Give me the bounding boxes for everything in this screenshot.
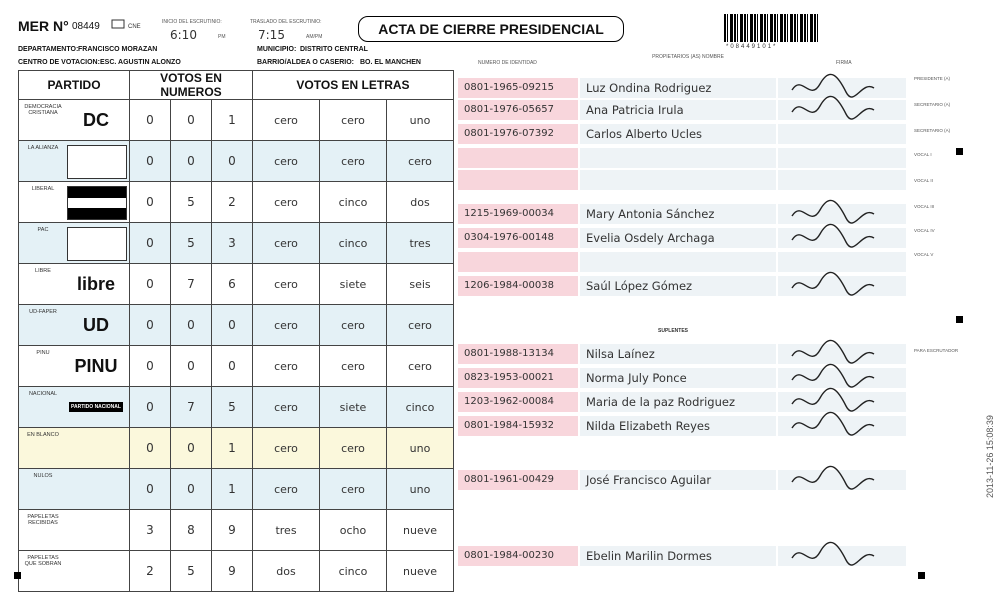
party-logo-icon [67,227,127,261]
vote-word: cinco [320,223,387,264]
vote-word: cero [320,428,387,469]
vote-digit: 0 [171,141,212,182]
suplentes-header: SUPLENTES [658,328,689,334]
vote-row [19,264,454,305]
party-name: PINU [36,350,50,356]
vote-word: cero [253,428,320,469]
vote-word: siete [320,264,387,305]
vote-word: seis [387,264,454,305]
signature-scribble [788,270,878,303]
vote-word: cero [253,223,320,264]
member-id: 0823-1953-00021 [464,372,554,383]
cne-logo-icon [110,18,152,32]
member-id: 0801-1976-07392 [464,128,554,139]
party-name: NACIONAL [28,391,58,397]
party-logo-icon [67,145,127,179]
party-name: EN BLANCO [27,432,59,438]
member-name: Norma July Ponce [586,371,687,385]
vote-word: cinco [320,551,387,592]
document-title: ACTA DE CIERRE PRESIDENCIAL [358,16,624,42]
reg-mark [14,572,21,579]
inicio-time: 6:10 [170,28,197,42]
party-logo-icon [67,473,125,505]
name-field [580,148,776,168]
barcode-number: *08449101* [726,44,778,50]
signature-scribble [788,464,878,497]
member-name: Ana Patricia Irula [586,103,684,117]
col-partido: PARTIDO [19,71,130,100]
vote-word: cero [387,346,454,387]
mer-number: 08449 [72,21,100,32]
reg-mark [918,572,925,579]
party-cell [19,551,130,592]
vote-digit: 0 [130,223,171,264]
vote-row [19,387,454,428]
vote-word: ocho [320,510,387,551]
vote-word: siete [320,387,387,428]
party-logo-icon [67,309,125,341]
vote-word: cero [253,182,320,223]
votes-table [18,70,454,592]
vote-word: uno [387,469,454,510]
party-logo-icon [67,268,125,300]
vote-word: cero [320,141,387,182]
party-cell [19,264,130,305]
member-id: 0304-1976-00148 [464,232,554,243]
party-logo-text: UD [83,314,109,335]
role-label: SECRETARIO (A) [914,128,951,133]
vote-word: uno [387,100,454,141]
vote-word: cero [253,305,320,346]
timestamp-stamp: 2013-11-26 15:08:39 [985,415,995,498]
party-logo-icon [67,391,125,423]
party-cell [19,428,130,469]
vote-digit: 0 [171,305,212,346]
vote-word: tres [253,510,320,551]
signature-field [778,148,906,168]
member-name: Evelia Osdely Archaga [586,231,715,245]
vote-digit: 9 [212,551,253,592]
member-name: Ebelin Marilin Dormes [586,549,712,563]
party-logo-icon [67,350,125,382]
vote-word: cero [253,141,320,182]
vote-word: cero [253,346,320,387]
party-cell [19,346,130,387]
member-id: 0801-1984-15932 [464,420,554,431]
role-label: VOCAL II [914,178,933,183]
vote-digit: 0 [171,428,212,469]
vote-digit: 5 [171,551,212,592]
vote-digit: 5 [171,223,212,264]
signature-scribble [788,94,878,127]
vote-digit: 0 [212,141,253,182]
party-cell [19,223,130,264]
vote-digit: 9 [212,510,253,551]
reg-mark [956,148,963,155]
role-label: VOCAL III [914,204,935,209]
traslado-label: TRASLADO DEL ESCRUTINIO: [250,19,322,25]
party-cell [19,469,130,510]
member-id: 0801-1984-00230 [464,550,554,561]
vote-digit: 7 [171,387,212,428]
vote-row [19,428,454,469]
vote-row [19,510,454,551]
inicio-label: INICIO DEL ESCRUTINIO: [162,19,222,25]
member-name: Saúl López Gómez [586,279,693,293]
party-logo-icon [67,104,125,136]
party-name: UD-FAPER [29,309,57,315]
party-name: LA ALIANZA [27,145,59,151]
svg-text:CNE: CNE [128,24,141,30]
centro-label: CENTRO DE VOTACION: [18,59,100,66]
id-field [458,148,578,168]
vote-digit: 0 [171,469,212,510]
vote-digit: 0 [130,469,171,510]
role-label: VOCAL I [914,152,932,157]
municipio-label: MUNICIPIO: [257,46,297,53]
vote-digit: 2 [212,182,253,223]
inicio-suffix: PM [218,34,226,40]
party-cell [19,305,130,346]
party-name: LIBERAL [31,186,55,192]
vote-digit: 0 [130,305,171,346]
vote-digit: 0 [212,305,253,346]
role-label: PRESIDENTE (A) [914,76,951,81]
vote-digit: 0 [130,182,171,223]
signature-field [778,124,906,144]
vote-digit: 1 [212,469,253,510]
party-cell [19,510,130,551]
member-id: 0801-1965-09215 [464,82,554,93]
party-name: PAPELETAS RECIBIDAS [27,514,59,526]
vote-digit: 1 [212,428,253,469]
vote-row [19,551,454,592]
col-letras: VOTOS EN LETRAS [253,71,454,100]
vote-digit: 0 [130,346,171,387]
party-cell [19,387,130,428]
party-name: PAC [37,227,49,233]
vote-row [19,346,454,387]
member-id: 1215-1969-00034 [464,208,554,219]
vote-word: cero [253,100,320,141]
party-logo-icon [67,186,127,220]
vote-digit: 0 [212,346,253,387]
party-logo-icon [67,514,125,546]
vote-word: cinco [320,182,387,223]
vote-digit: 6 [212,264,253,305]
traslado-suffix: AM/PM [306,34,323,40]
traslado-time: 7:15 [258,28,285,42]
vote-digit: 0 [130,428,171,469]
id-field [458,170,578,190]
departamento-label: DEPARTAMENTO: [18,46,79,53]
vote-word: tres [387,223,454,264]
vote-digit: 5 [212,387,253,428]
party-name: NULOS [33,473,53,479]
barcode [724,14,820,42]
vote-word: dos [387,182,454,223]
party-cell [19,182,130,223]
name-field [580,252,776,272]
sig-header: FIRMA [836,60,852,66]
vote-digit: 0 [130,264,171,305]
party-logo-text: PARTIDO NACIONAL [71,404,121,410]
vote-digit: 0 [130,100,171,141]
vote-digit: 0 [171,100,212,141]
vote-word: cero [320,100,387,141]
reg-mark [956,316,963,323]
role-label: VOCAL V [914,252,934,257]
party-cell [19,100,130,141]
signature-scribble [788,540,878,573]
vote-word: cero [253,387,320,428]
municipio-value: DISTRITO CENTRAL [300,46,368,53]
vote-digit: 0 [130,141,171,182]
vote-word: cinco [387,387,454,428]
vote-word: cero [320,469,387,510]
signature-scribble [788,222,878,255]
vote-row [19,469,454,510]
role-label: SECRETARIO (A) [914,102,951,107]
vote-digit: 0 [130,387,171,428]
member-name: Luz Ondina Rodriguez [586,81,712,95]
party-logo-icon [67,432,125,464]
vote-word: cero [387,141,454,182]
member-name: Nilsa Laínez [586,347,655,361]
member-name: Nilda Elizabeth Reyes [586,419,710,433]
member-name: José Francisco Aguilar [586,473,712,487]
vote-word: cero [387,305,454,346]
vote-digit: 5 [171,182,212,223]
member-id: 1206-1984-00038 [464,280,554,291]
vote-word: nueve [387,510,454,551]
signature-field [778,170,906,190]
vote-digit: 1 [212,100,253,141]
vote-digit: 2 [130,551,171,592]
barrio-value: BO. EL MANCHEN [360,59,421,66]
vote-row [19,141,454,182]
party-name: PAPELETAS QUE SOBRAN [24,555,62,567]
signature-field [778,252,906,272]
vote-word: cero [253,264,320,305]
vote-digit: 7 [171,264,212,305]
party-cell [19,141,130,182]
vote-word: nueve [387,551,454,592]
member-id: 0801-1976-05657 [464,104,554,115]
name-field [580,170,776,190]
party-logo-text: libre [76,273,115,294]
member-id: 0801-1961-00429 [464,474,554,485]
vote-digit: 3 [130,510,171,551]
name-header: PROPIETARIOS (AS) NOMBRE [652,54,724,60]
role-label: VOCAL IV [914,228,935,233]
centro-value: ESC. AGUSTIN ALONZO [100,59,181,66]
departamento-value: FRANCISCO MORAZAN [78,46,158,53]
vote-word: cero [320,305,387,346]
member-id: 1203-1962-00084 [464,396,554,407]
member-name: Mary Antonia Sánchez [586,207,715,221]
vote-digit: 0 [171,346,212,387]
party-logo-text: DC [83,109,109,130]
member-id: 0801-1988-13134 [464,348,554,359]
vote-row [19,100,454,141]
barrio-label: BARRIO/ALDEA O CASERIO: [257,59,354,66]
id-header: NUMERO DE IDENTIDAD [478,60,537,66]
member-name: Maria de la paz Rodriguez [586,395,735,409]
role-label: PARA ESCRUTADOR [914,348,959,353]
member-name: Carlos Alberto Ucles [586,127,703,141]
vote-digit: 8 [171,510,212,551]
party-logo-icon [67,555,125,587]
mer-label: MER N° [18,18,69,34]
vote-row [19,305,454,346]
vote-word: cero [253,469,320,510]
id-field [458,252,578,272]
party-logo-text: PINU [74,355,118,376]
vote-word: cero [320,346,387,387]
signature-scribble [788,410,878,443]
vote-digit: 3 [212,223,253,264]
vote-word: dos [253,551,320,592]
vote-row [19,223,454,264]
vote-row [19,182,454,223]
party-name: DEMOCRACIA CRISTIANA [24,104,62,116]
vote-word: uno [387,428,454,469]
party-name: LIBRE [35,268,51,274]
col-numeros: VOTOS EN NUMEROS [130,71,253,100]
